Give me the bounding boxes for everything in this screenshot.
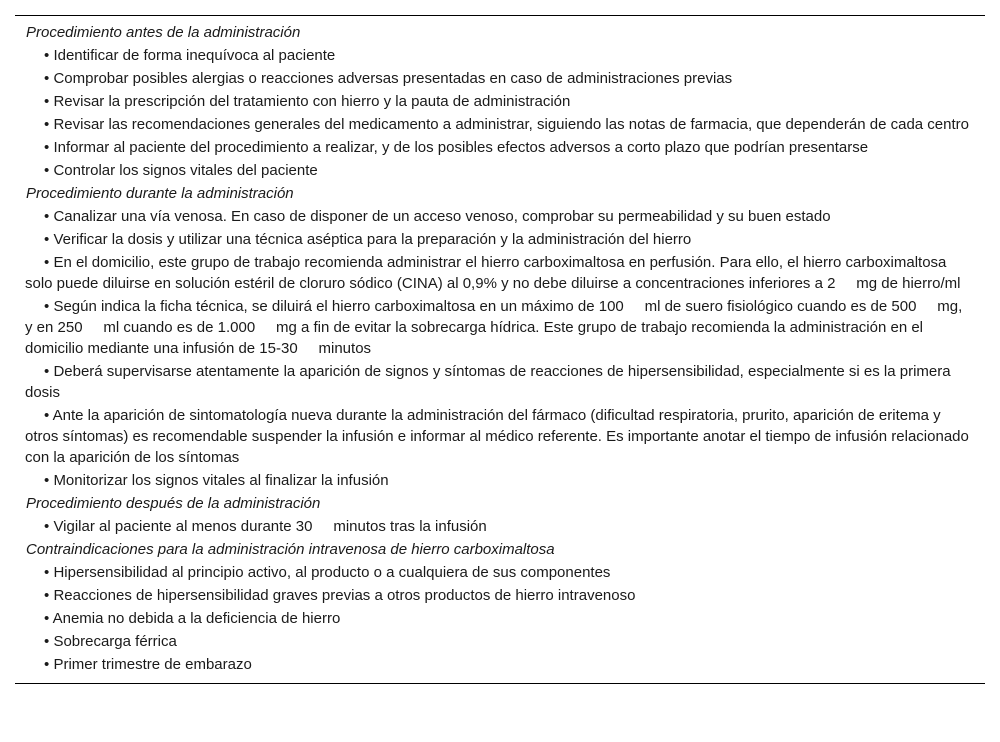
table-body [15,22,985,675]
list-item [15,296,985,359]
bullet-icon: • [44,298,50,315]
list-item [15,516,985,537]
bullet-icon: • [44,656,50,673]
list-item-text: Controlar los signos vitales del paciente [53,162,318,179]
list-item [15,91,985,112]
list-item-text: Identificar de forma inequívoca al paciente [53,47,336,64]
list-item [15,405,985,468]
list-item [15,585,985,606]
bullet-icon: • [44,139,50,156]
list-item-text: Revisar las recomendaciones generales del medicamento a administrar, siguiendo las notas de farmacia, que dependerán de cada centro [53,116,969,133]
bullet-icon: • [44,587,50,604]
list-item-text: Monitorizar los signos vitales al finalizar la infusión [53,472,389,489]
list-item-text: Revisar la prescripción del tratamiento con hierro y la pauta de administración [53,93,571,110]
list-item-text: Primer trimestre de embarazo [53,656,252,673]
list-item-text: Comprobar posibles alergias o reacciones adversas presentadas en caso de administraciones previas [53,70,733,87]
list-item [15,206,985,227]
bullet-icon: • [44,407,50,424]
section-title: Procedimiento antes de la administración [26,24,301,41]
list-item-text: Sobrecarga férrica [53,633,177,650]
list-item-text: Según indica la ficha técnica, se diluirá el hierro carboximaltosa en un máximo de 100 ml de suero fisiológico cuando es de 500 mg, y en 250 ml cuando es de 1.000 mg a fin de evitar la sobrecarga hídrica. Este grupo de trabajo recomienda la administración en el domicilio mediante una infusión de 15-30 minutos [25,298,967,357]
list-item [15,608,985,629]
list-item [15,562,985,583]
list-item-text: Reacciones de hipersensibilidad graves previas a otros productos de hierro intravenoso [53,587,636,604]
bullet-icon: • [44,633,50,650]
bullet-icon: • [44,208,50,225]
bullet-icon: • [44,70,50,87]
bullet-icon: • [44,518,50,535]
list-item-text: Ante la aparición de sintomatología nueva durante la administración del fármaco (dificultad respiratoria, prurito, aparición de eritema y otros síntomas) es recomendable suspender la infusión e informar al médico referente. Es importante anotar el tiempo de infusión relacionado con la aparición de los síntomas [25,407,974,466]
list-item-text: Canalizar una vía venosa. En caso de disponer de un acceso venoso, comprobar su permeabilidad y su buen estado [53,208,831,225]
section-title: Procedimiento durante la administración [26,185,294,202]
list-item [15,654,985,675]
list-item [15,361,985,403]
list-item [15,631,985,652]
list-item [15,68,985,89]
bullet-icon: • [44,610,50,627]
bullet-icon: • [44,472,50,489]
section-title: Contraindicaciones para la administración intravenosa de hierro carboximaltosa [26,541,555,558]
list-item-text: Deberá supervisarse atentamente la aparición de signos y síntomas de reacciones de hipersensibilidad, especialmente si es la primera dosis [25,363,955,401]
list-item-text: Verificar la dosis y utilizar una técnica aséptica para la preparación y la administración del hierro [53,231,692,248]
list-item-text: Anemia no debida a la deficiencia de hierro [52,610,341,627]
bullet-icon: • [44,363,50,380]
list-item-text: Informar al paciente del procedimiento a realizar, y de los posibles efectos adversos a corto plazo que podrían presentarse [53,139,869,156]
list-item [15,252,985,294]
list-item [15,470,985,491]
bullet-icon: • [44,162,50,179]
list-item-text: Hipersensibilidad al principio activo, al producto o a cualquiera de sus componentes [53,564,611,581]
bullet-icon: • [44,116,50,133]
bullet-icon: • [44,47,50,64]
bullet-icon: • [44,564,50,581]
procedure-table [15,15,985,684]
bullet-icon: • [44,93,50,110]
list-item [15,114,985,135]
bullet-icon: • [44,231,50,248]
section-title: Procedimiento después de la administración [26,495,321,512]
list-item [15,45,985,66]
list-item [15,137,985,158]
list-item [15,229,985,250]
list-item-text: Vigilar al paciente al menos durante 30 minutos tras la infusión [53,518,487,535]
list-item-text: En el domicilio, este grupo de trabajo recomienda administrar el hierro carboximaltosa en perfusión. Para ello, el hierro carboximaltosa solo puede diluirse en solución estéril de cloruro sódico (CINA) al 0,9% y no debe diluirse a concentraciones inferiores a 2 mg de hierro/ml [25,254,961,292]
bullet-icon: • [44,254,50,271]
list-item [15,160,985,181]
